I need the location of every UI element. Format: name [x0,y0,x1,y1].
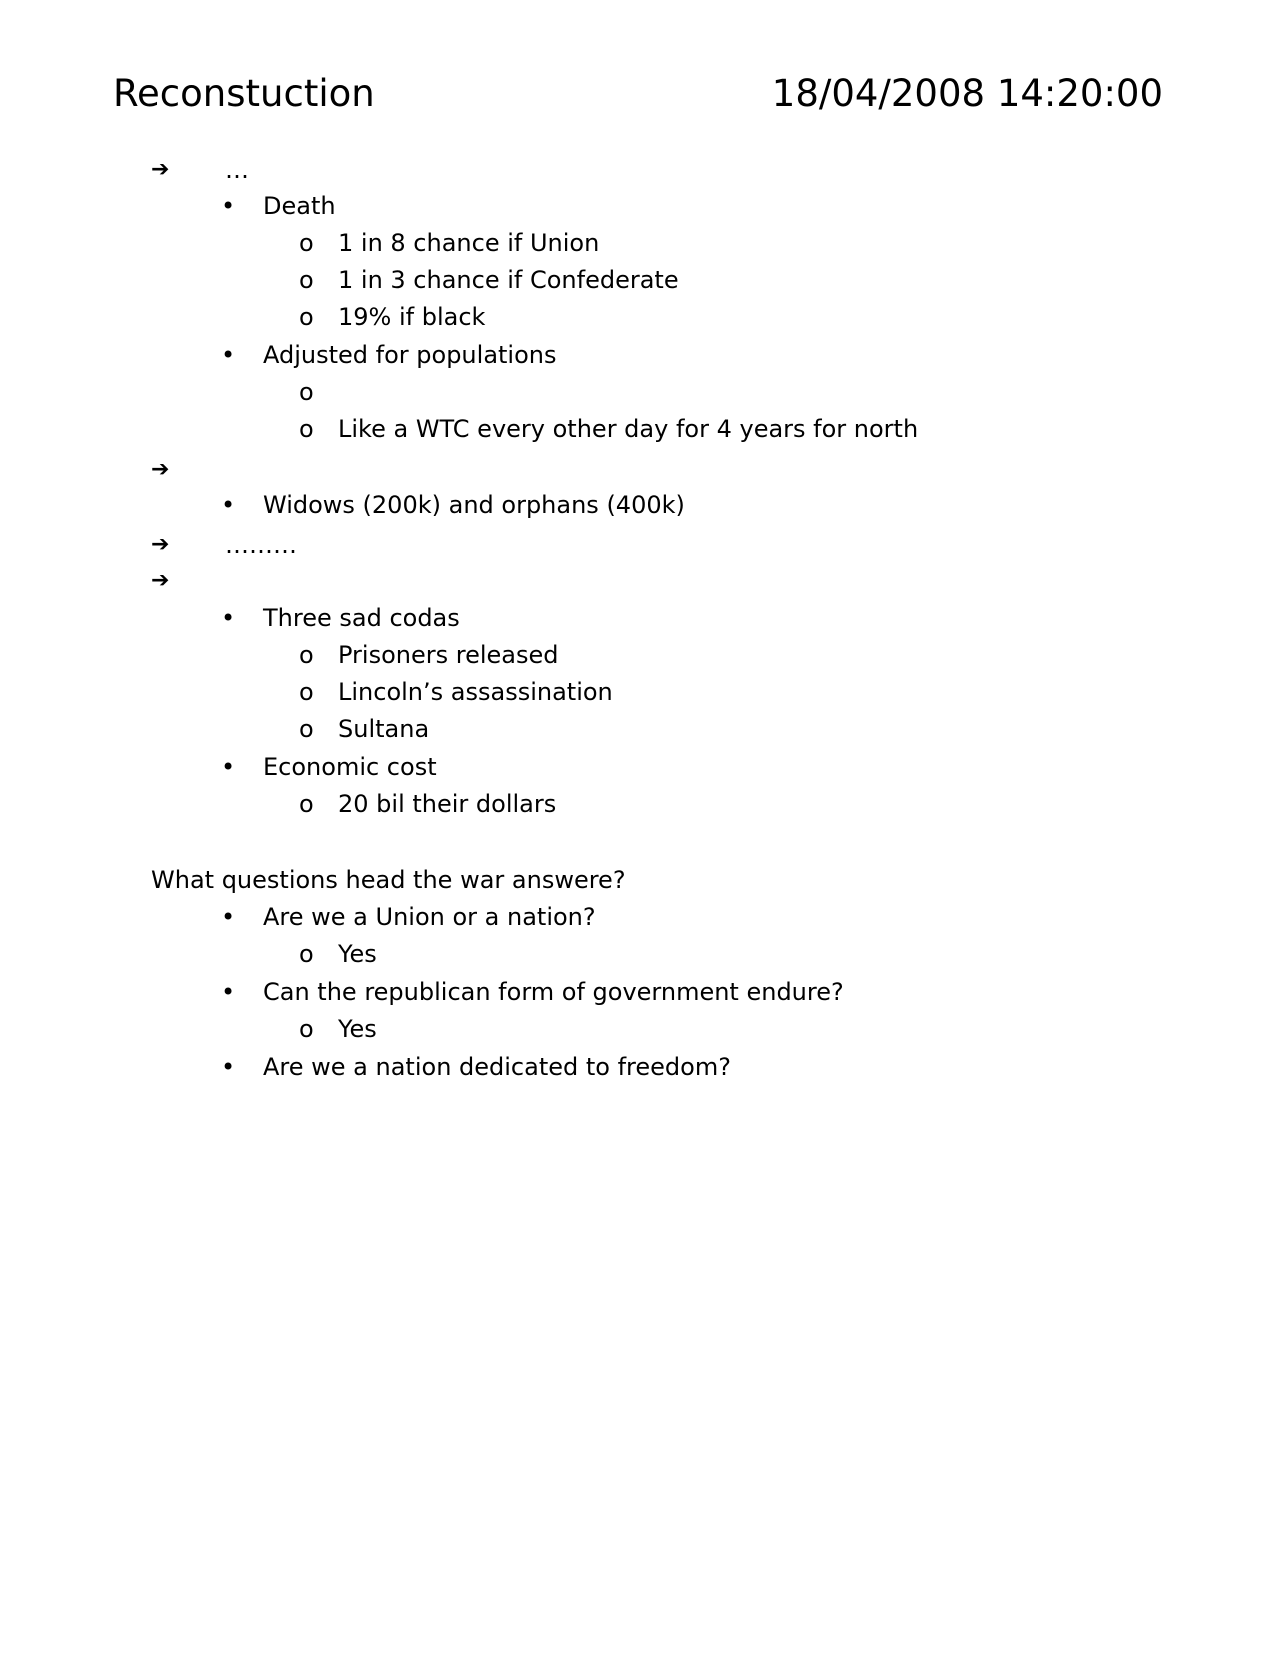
sub-list-item-text: Like a WTC every other day for 4 years for north [338,415,919,443]
list-item-text: Are we a Union or a nation? [263,903,596,931]
arrow-icon: ➔ [151,157,170,182]
sub-list-item-text: 19% if black [338,303,486,331]
sub-list-item-text: 1 in 8 chance if Union [338,229,600,257]
sub-bullet-icon: o [299,940,314,968]
list-item-text: Death [263,192,336,220]
list-item-text: Are we a nation dedicated to freedom? [263,1053,731,1081]
sub-list-item-text: Yes [338,1015,377,1043]
list-item-text: Adjusted for populations [263,341,557,369]
sub-bullet-icon: o [299,715,314,743]
list-item-text: Widows (200k) and orphans (400k) [263,491,685,519]
sub-bullet-icon: o [299,378,314,406]
bullet-icon: • [221,604,236,632]
sub-bullet-icon: o [299,790,314,818]
sub-bullet-icon: o [299,229,314,257]
bullet-icon: • [221,903,236,931]
sub-list-item-text: Yes [338,940,377,968]
sub-bullet-icon: o [299,303,314,331]
bullet-icon: • [221,753,236,781]
sub-bullet-icon: o [299,641,314,669]
arrow-icon: ➔ [151,568,170,593]
sub-bullet-icon: o [299,678,314,706]
arrow-icon: ➔ [151,532,170,557]
sub-bullet-icon: o [299,1015,314,1043]
bullet-icon: • [221,192,236,220]
sub-bullet-icon: o [299,415,314,443]
sub-bullet-icon: o [299,266,314,294]
bullet-icon: • [221,491,236,519]
page-title: Reconstuction [113,72,375,115]
arrow-icon: ➔ [151,457,170,482]
bullet-icon: • [221,341,236,369]
ellipsis-text: … [225,156,249,184]
list-item-text: Economic cost [263,753,437,781]
sub-list-item-text: 1 in 3 chance if Confederate [338,266,679,294]
sub-list-item-text: Lincoln’s assassination [338,678,613,706]
sub-list-item-text: Sultana [338,715,430,743]
page-datetime: 18/04/2008 14:20:00 [771,72,1163,115]
list-item-text: Can the republican form of government endure? [263,978,844,1006]
sub-list-item-text: Prisoners released [338,641,559,669]
question-text: What questions head the war answere? [151,866,626,894]
sub-list-item-text: 20 bil their dollars [338,790,557,818]
bullet-icon: • [221,978,236,1006]
ellipsis-text: ……… [225,531,297,559]
bullet-icon: • [221,1053,236,1081]
list-item-text: Three sad codas [263,604,460,632]
